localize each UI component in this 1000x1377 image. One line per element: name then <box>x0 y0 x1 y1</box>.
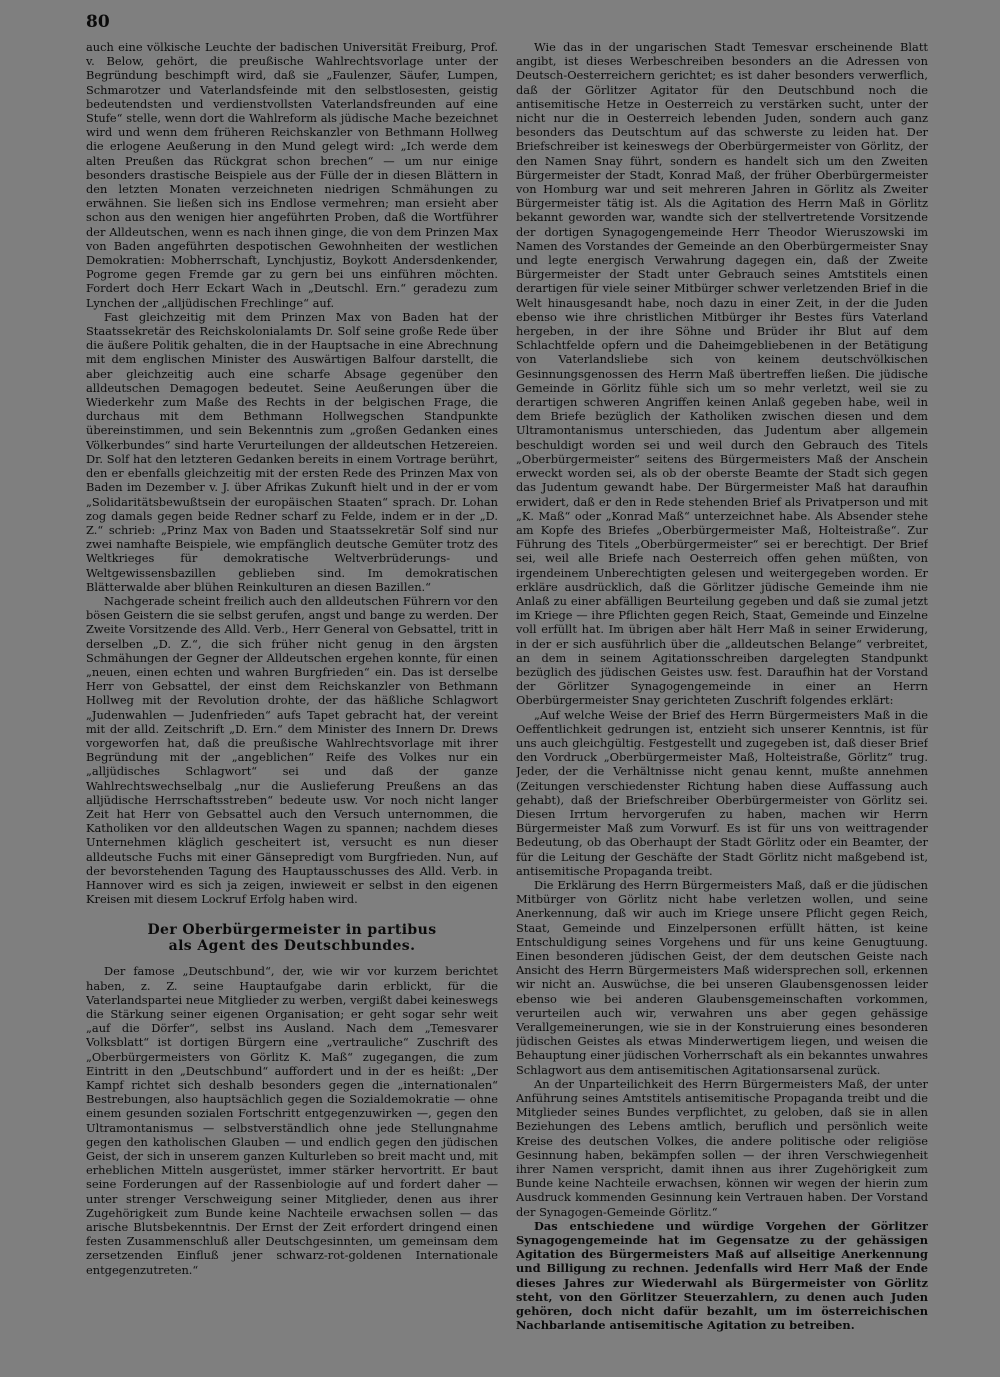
quoted-paragraph: „Auf welche Weise der Brief des Herrn Bürgermeisters Maß in die Oeffentlichkeit gedrungen ist, entzieht sich unserer Kenntnis, ist für uns auch gleichgültig. Festgestellt und zugegeben ist, daß dieser Brief den Vordruck „Oberbürgermeister Maß, Holteistraße, Görlitz“ trug. Jeder, der die Verhältnisse nicht genau kennt, mußte annehmen (Zeitungen verschiedenster Richtung haben diese Auffassung auch gehabt), daß der Briefschreiber Oberbürgermeister von Görlitz sei. Diesen Irrtum hervorgerufen zu haben, machen wir Herrn Bürgermeister Maß zum Vorwurf. Es ist für uns von weittragender Bedeutung, ob das Oberhaupt der Stadt Görlitz oder ein Beamter, der für die Leitung der Geschäfte der Stadt Görlitz nicht maßgebend ist, antisemitische Propaganda treibt. <box>516 707 928 878</box>
article-heading-line: als Agent des Deutschbundes. <box>168 938 416 955</box>
paragraph: Wie das in der ungarischen Stadt Temesvar erscheinende Blatt angibt, ist dieses Werbeschreiben besonders an die Adressen von Deutsch-Oesterreichern gerichtet; es ist daher besonders verwerflich, daß der Görlitzer Agitator für den Deutschbund noch die antisemitische Hetze in Oesterreich zu verstärken sucht, unter der nicht nur die in Oesterreich lebenden Juden, sondern auch ganz besonders das Deutschtum auf das schwerste zu leiden hat. Der Briefschreiber ist keineswegs der Oberbürgermeister von Görlitz, der den Namen Snay führt, sondern es handelt sich um den Zweiten Bürgermeister der Stadt, Konrad Maß, der früher Oberbürgermeister von Homburg war und seit mehreren Jahren in Görlitz als Zweiter Bürgermeister tätig ist. Als die Agitation des Herrn Maß in Görlitz bekannt geworden war, wandte sich der stellvertretende Vorsitzende der dortigen Synagogengemeinde Herr Theodor Wieruszowski im Namen des Vorstandes der Gemeinde an den Oberbürgermeister Snay und legte energisch Verwahrung dagegen ein, daß der Zweite Bürgermeister der Stadt unter Gebrauch seines Amtstitels einen derartigen für viele seiner Mitbürger schwer verletzenden Brief in die Welt hinausgesandt habe, noch dazu in einer Zeit, in der die Juden ebenso wie ihre christlichen Mitbürger ihr Bestes fürs Vaterland hergeben, in der ihre Söhne und Brüder ihr Blut auf dem Schlachtfelde opfern und die Daheimgebliebenen in der Betätigung von Vaterlandsliebe sich von keinem deutschvölkischen Gesinnungsgenossen des Herrn Maß übertreffen ließen. Die jüdische Gemeinde in Görlitz fühle sich um so mehr verletzt, weil sie zu derartigen schweren Angriffen keinen Anlaß gegeben habe, weil in dem Briefe bezüglich der Katholiken zwischen diesen und dem Ultramontanismus unterschieden, das Judentum aber allgemein beschuldigt worden sei und weil durch den Gebrauch des Titels „Oberbürgermeister“ seitens des Bürgermeisters Maß der Anschein erweckt worden sei, als ob der oberste Beamte der Stadt sich gegen das Judentum gewandt habe. Der Bürgermeister Maß hat daraufhin erwidert, daß er den in Rede stehenden Brief als Privatperson und mit „K. Maß“ oder „Konrad Maß“ unterzeichnet habe. Als Absender stehe am Kopfe des Briefes „Oberbürgermeister Maß, Holteistraße“. Zur Führung des Titels „Oberbürgermeister“ sei er berechtigt. Der Brief sei, weil alle Briefe nach Oesterreich offen gehen müßten, von irgendeinem Unberechtigten gelesen und weitergegeben worden. Er erkläre ausdrücklich, daß die Görlitzer jüdische Gemeinde ihm nie Anlaß zu einer abfälligen Beurteilung gegeben und daß sie zumal jetzt im Kriege — ihre Pflichten gegen Reich, Staat, Gemeinde und Einzelne voll erfüllt hat. Im übrigen aber hält Herr Maß in seiner Erwiderung, in der er sich ausführlich über die „alldeutschen Belange“ verbreitet, an dem in seinem Agitationsschreiben dargelegten Standpunkt bezüglich des jüdischen Geistes usw. fest. Daraufhin hat der Vorstand der Görlitzer Synagogengemeinde in einer an Herrn Oberbürgermeister Snay gerichteten Zuschrift folgendes erklärt: <box>516 40 928 708</box>
right-column <box>516 40 928 1360</box>
left-column <box>86 40 498 1360</box>
paragraph: Nachgerade scheint freilich auch den alldeutschen Führern vor den bösen Geistern die sie selbst gerufen, angst und bange zu werden. Der Zweite Vorsitzende des Alld. Verb., Herr General von Gebsattel, tritt in derselben „D. Z.“, die sich früher nicht genug in den ärgsten Schmähungen der Gegner der Alldeutschen ergehen konnte, für einen „neuen, einen echten und wahren Burgfrieden“ ein. Das ist derselbe Herr von Gebsattel, der einst dem Reichskanzler von Bethmann Hollweg mit der Revolution drohte, der das häßliche Schlagwort „Judenwahlen — Judenfrieden“ aufs Tapet gebracht hat, der vereint mit der alld. Zeitschrift „D. Ern.“ dem Minister des Innern Dr. Drews vorgeworfen hat, daß die preußische Wahlrechtsvorlage mit ihrer Begründung mit der „angeblichen“ Reife des Volkes nur ein „alljüdisches Schlagwort“ sei und daß der ganze Wahlrechtswechselbalg „nur die Auslieferung Preußens an das alljüdische Herrschaftsstreben“ bedeute usw. Vor noch nicht langer Zeit hat Herr von Gebsattel auch den Versuch unternommen, die Katholiken vor den alldeutschen Wagen zu spannen; nachdem dieses Unternehmen kläglich gescheitert ist, versucht es nun dieser alldeutsche Fuchs mit einer Gänsepredigt vom Burgfrieden. Nun, auf der bevorstehenden Tagung des Hauptausschusses des Alld. Verb. in Hannover wird es sich ja zeigen, inwieweit er selbst in den eigenen Kreisen mit diesem Lockruf Erfolg haben wird. <box>86 593 498 907</box>
article-heading <box>86 922 498 954</box>
paragraph: Das entschiedene und würdige Vorgehen der Görlitzer Synagogengemeinde hat im Gegensatze zu der gehässigen Agitation des Bürgermeisters Maß auf allseitige Anerkennung und Billigung zu rechnen. Jedenfalls wird Herr Maß der Ende dieses Jahres zur Wiederwahl als Bürgermeister von Görlitz steht, von den Görlitzer Steuerzahlern, zu denen auch Juden gehören, doch nicht dafür bezahlt, um im österreichischen Nachbarlande antisemitische Agitation zu betreiben. <box>516 1218 928 1333</box>
quoted-paragraph: Die Erklärung des Herrn Bürgermeisters Maß, daß er die jüdischen Mitbürger von Görlitz nicht habe verletzen wollen, und seine Anerkennung, daß wir auch im Kriege unsere Pflicht gegen Reich, Staat, Gemeinde und Einzelpersonen erfüllt hätten, ist keine Entschuldigung seines Vorgehens und für uns keine Genugtuung. Einen besonderen jüdischen Geist, der dem deutschen Geiste nach Ansicht des Herrn Bürgermeisters Maß widersprechen soll, erkennen wir nicht an. Auswüchse, die bei unseren Glaubensgenossen leider ebenso wie bei anderen Glaubensgemeinschaften vorkommen, verurteilen auch wir, verwahren uns aber gegen gehässige Verallgemeinerungen, wie sie in der Konstruierung eines besonderen jüdischen Geistes als etwas Minderwertigem liegen, und weisen die Behauptung einer jüdischen Vorherrschaft als ein bekanntes unwahres Schlagwort aus dem antisemitischen Agitationsarsenal zurück. <box>516 877 928 1077</box>
paragraph: Der famose „Deutschbund“, der, wie wir vor kurzem berichtet haben, z. Z. seine Hauptaufgabe darin erblickt, für die Vaterlandspartei neue Mitglieder zu werben, vergißt dabei keineswegs die Stärkung seiner eigenen Organisation; er geht sogar sehr weit „auf die Dörfer“, selbst ins Ausland. Nach dem „Temesvarer Volksblatt“ ist dortigen Bürgern eine „vertrauliche“ Zuschrift des „Oberbürgermeisters von Görlitz K. Maß“ zugegangen, die zum Eintritt in den „Deutschbund“ auffordert und in der es heißt: „Der Kampf richtet sich deshalb besonders gegen die „internationalen“ Bestrebungen, also hauptsächlich gegen die Sozialdemokratie — ohne einem gesunden sozialen Fortschritt entgegenzuwirken —, gegen den Ultramontanismus — selbstverständlich ohne jede Stellungnahme gegen den katholischen Glauben — und endlich gegen den jüdischen Geist, der sich in unserem ganzen Kulturleben so breit macht und, mit erheblichen Mitteln ausgerüstet, immer stärker hervortritt. Er baut seine Forderungen auf der Rassenbiologie auf und fordert daher — unter strenger Verschweigung seiner Mitglieder, denen aus ihrer Zugehörigkeit zum Bunde keine Nachteile erwachsen sollen — das arische Blutsbekenntnis. Der Ernst der Zeit erfordert dringend einen festen Zusammenschluß aller Deutschgesinnten, um gemeinsam dem zersetzenden Einfluß jener schwarz-rot-goldenen Internationale entgegenzutreten.“ <box>86 964 498 1277</box>
quoted-paragraph: An der Unparteilichkeit des Herrn Bürgermeisters Maß, der unter Anführung seines Amtstitels antisemitische Propaganda treibt und die Mitglieder seines Bundes verpflichtet, zu geloben, daß sie in allen Beziehungen des Lebens amtlich, beruflich und persönlich weite Kreise des deutschen Volkes, die andere politische oder religiöse Gesinnung haben, bekämpfen sollen — der ihren Verschwiegenheit ihrer Namen verspricht, damit ihnen aus ihrer Zugehörigkeit zum Bunde keine Nachteile erwachsen, können wir wegen der hierin zum Ausdruck kommenden Gesinnung kein Vertrauen haben. Der Vorstand der Synagogen-Gemeinde Görlitz.“ <box>516 1076 928 1219</box>
paragraph: auch eine völkische Leuchte der badischen Universität Freiburg, Prof. v. Below, gehört, die preußische Wahlrechtsvorlage unter der Begründung beschimpft wird, daß sie „Faulenzer, Säufer, Lumpen, Schmarotzer und Vaterlandsfeinde mit den selbstlosesten, geistig bedeutendsten und verdienstvollsten Vaterlandsfreunden auf eine Stufe“ stelle, wenn dort die Wahlreform als jüdische Mache bezeichnet wird und wenn dem früheren Reichskanzler von Bethmann Hollweg die erlogene Aeußerung in den Mund gelegt wird: „Ich werde dem alten Preußen das Rückgrat schon brechen“ — um nur einige besonders drastische Beispiele aus der Fülle der in diesen Blättern in den letzten Monaten verzeichneten niedrigen Schmähungen zu erwähnen. Sie ließen sich ins Endlose vermehren; man ersieht aber schon aus den wenigen hier angeführten Proben, daß die Wortführer der Alldeutschen, wenn es nach ihnen ginge, die von dem Prinzen Max von Baden angeführten despotischen Gewohnheiten der westlichen Demokratien: Mobherrschaft, Lynchjustiz, Boykott Andersdenkender, Pogrome gegen Fremde gar zu gern bei uns einführen möchten. Fordert doch Herr Eckart Wach in „Deutschl. Ern.“ geradezu zum Lynchen der „alljüdischen Frechlinge“ auf. <box>86 40 498 310</box>
article-heading-line: Der Oberbürgermeister in partibus <box>147 922 437 939</box>
page-number: 80 <box>86 12 110 32</box>
paragraph: Fast gleichzeitig mit dem Prinzen Max von Baden hat der Staatssekretär des Reichskolonialamts Dr. Solf seine große Rede über die äußere Politik gehalten, die in der Hauptsache in eine Abrechnung mit dem englischen Minister des Auswärtigen Balfour darstellt, die aber gleichzeitig auch eine scharfe Absage gegenüber den alldeutschen Demagogen bedeutet. Seine Aeußerungen über die Wiederkehr zum Maße des Rechts in der belgischen Frage, die durchaus mit dem Bethmann Hollwegschen Standpunkte übereinstimmen, und sein Bekenntnis zum „großen Gedanken eines Völkerbundes“ sind harte Verurteilungen der alldeutschen Hetzereien. Dr. Solf hat den letzteren Gedanken bereits in einem Vortrage berührt, den er ebenfalls gleichzeitig mit der ersten Rede des Prinzen Max von Baden im Dezember v. J. über Afrikas Zukunft hielt und in der er vom „Solidaritätsbewußtsein der europäischen Staaten“ sprach. Dr. Lohan zog damals gegen beide Redner scharf zu Felde, indem er in der „D. Z.“ schrieb: „Prinz Max von Baden und Staatssekretär Solf sind nur zwei namhafte Beispiele, wie empfänglich deutsche Gemüter trotz des Weltkrieges für demokratische Weltverbrüderungs- und Weltgewissensbazillen geblieben sind. Im demokratischen Blätterwalde aber blühen Reinkulturen an diesen Bazillen.“ <box>86 309 498 594</box>
